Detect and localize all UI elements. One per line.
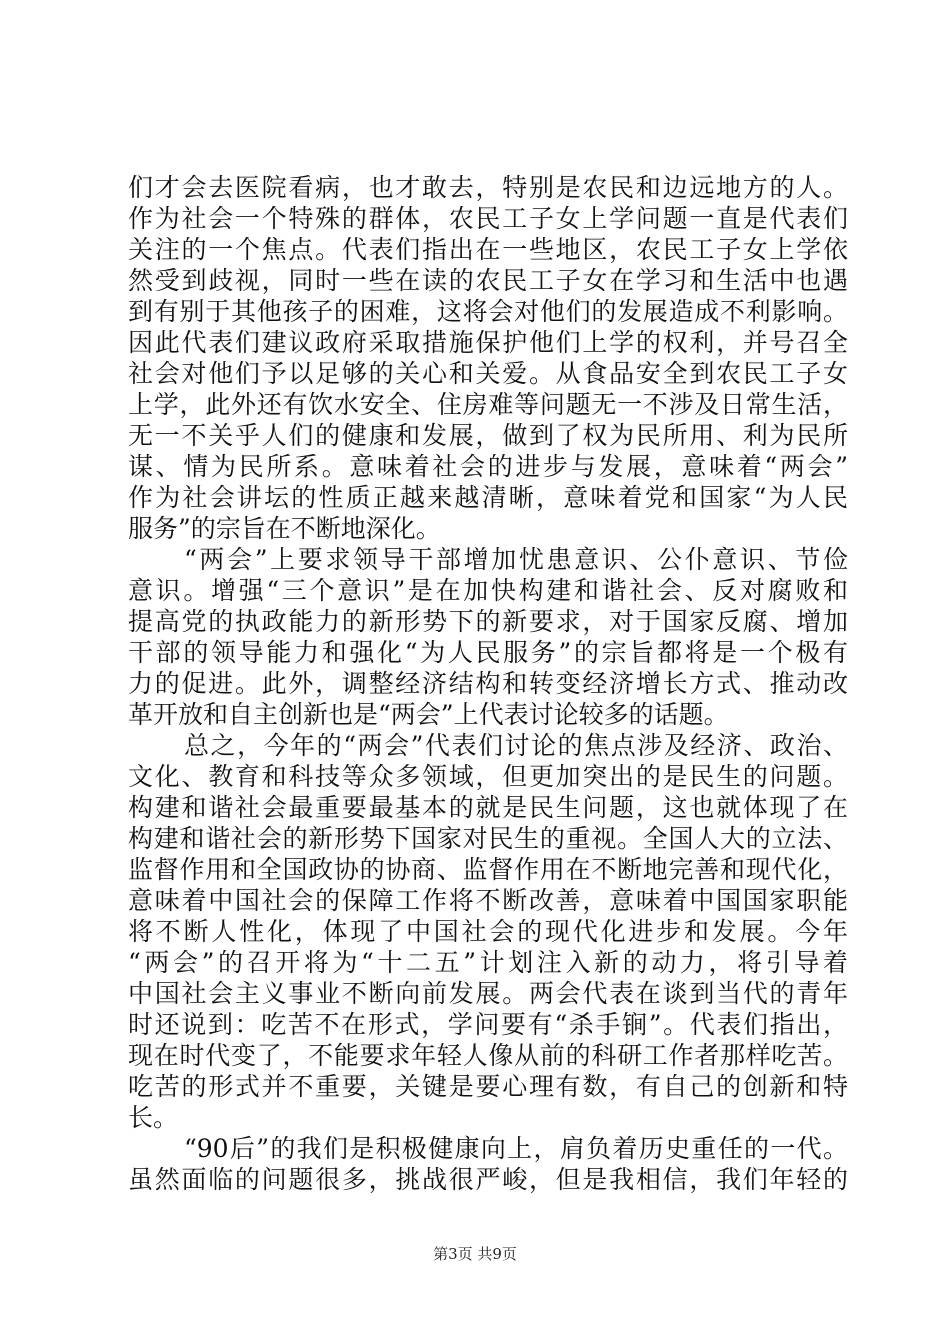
text-line: 现在时代变了，不能要求年轻人像从前的科研工作者那样吃苦。 [128, 1041, 848, 1070]
text-line: 干部的领导能力和强化“为人民服务”的宗旨都将是一个极有 [128, 638, 848, 667]
text-line: 因此代表们建议政府采取措施保护他们上学的权利，并号召全 [128, 328, 848, 357]
text-line: 然受到歧视，同时一些在读的农民工子女在学习和生活中也遇 [128, 266, 848, 295]
text-line: 社会对他们予以足够的关心和关爱。从食品安全到农民工子女 [128, 359, 848, 388]
text-line: 虽然面临的问题很多，挑战很严峻，但是我相信，我们年轻的 [128, 1165, 848, 1194]
document-body [128, 172, 848, 1195]
text-line: 将不断人性化，体现了中国社会的现代化进步和发展。今年 [128, 917, 848, 946]
text-line: 谋、情为民所系。意味着社会的进步与发展，意味着“两会” [128, 452, 848, 481]
text-line: 监督作用和全国政协的协商、监督作用在不断地完善和现代化， [128, 855, 848, 884]
text-line: 长。 [128, 1103, 179, 1132]
text-line: 意识。增强“三个意识”是在加快构建和谐社会、反对腐败和 [128, 576, 848, 605]
text-line: 服务”的宗旨在不断地深化。 [128, 514, 441, 543]
text-line: 中国社会主义事业不断向前发展。两会代表在谈到当代的青年 [128, 979, 848, 1008]
text-line: 总之，今年的“两会”代表们讨论的焦点涉及经济、政治、 [184, 731, 848, 760]
text-line: 革开放和自主创新也是“两会”上代表讨论较多的话题。 [128, 700, 729, 729]
text-line: “两会”的召开将为“十二五”计划注入新的动力，将引导着 [128, 948, 848, 977]
text-line: “90后”的我们是积极健康向上，肩负着历史重任的一代。 [184, 1134, 848, 1163]
text-line: 无一不关乎人们的健康和发展，做到了权为民所用、利为民所 [128, 421, 848, 450]
page-footer: 第3页 共9页 [433, 1245, 517, 1263]
text-line: 时还说到：吃苦不在形式，学问要有“杀手锏”。代表们指出， [128, 1010, 848, 1039]
text-line: 作为社会一个特殊的群体，农民工子女上学问题一直是代表们 [128, 204, 848, 233]
text-line: 构建和谐社会的新形势下国家对民生的重视。全国人大的立法、 [128, 824, 848, 853]
text-line: 关注的一个焦点。代表们指出在一些地区，农民工子女上学依 [128, 235, 848, 264]
text-line: 到有别于其他孩子的困难，这将会对他们的发展造成不利影响。 [128, 297, 848, 326]
text-line: 文化、教育和科技等众多领域，但更加突出的是民生的问题。 [128, 762, 848, 791]
text-line: 吃苦的形式并不重要，关键是要心理有数，有自己的创新和特 [128, 1072, 848, 1101]
text-line: 上学，此外还有饮水安全、住房难等问题无一不涉及日常生活， [128, 390, 848, 419]
text-line: 构建和谐社会最重要最基本的就是民生问题，这也就体现了在 [128, 793, 848, 822]
text-line: 力的促进。此外，调整经济结构和转变经济增长方式、推动改 [128, 669, 848, 698]
text-line: 意味着中国社会的保障工作将不断改善，意味着中国国家职能 [128, 886, 848, 915]
text-line: 们才会去医院看病，也才敢去，特别是农民和边远地方的人。 [128, 173, 848, 202]
text-line: 作为社会讲坛的性质正越来越清晰，意味着党和国家“为人民 [128, 483, 848, 512]
text-line: 提高党的执政能力的新形势下的新要求，对于国家反腐、增加 [128, 607, 848, 636]
text-line: “两会”上要求领导干部增加忧患意识、公仆意识、节俭 [184, 545, 848, 574]
